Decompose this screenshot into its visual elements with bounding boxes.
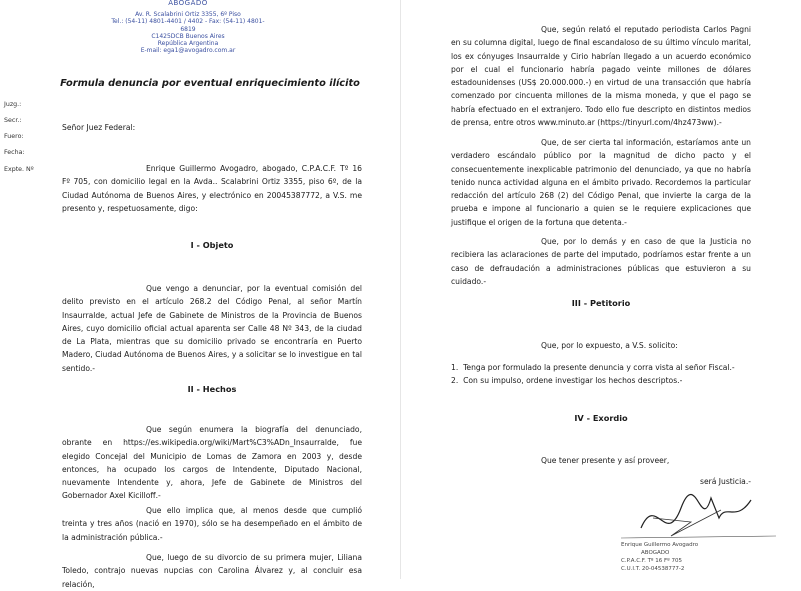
section-heading-objeto: I - Objeto bbox=[190, 240, 234, 250]
stamp-line-4: C.U.I.T. 20-04538777-2 bbox=[621, 566, 685, 572]
greeting: Señor Juez Federal: bbox=[62, 123, 136, 132]
closing-line: será Justicia.- bbox=[699, 477, 751, 486]
list-number-2: 2. bbox=[451, 376, 464, 385]
side-field-secr: Secr.: bbox=[4, 117, 22, 124]
letterhead-address: Av. R. Scalabrini Ortiz 3355, 6º Piso bbox=[135, 11, 241, 19]
petitorio-item-1 bbox=[451, 361, 751, 374]
petitorio-item-2 bbox=[451, 374, 751, 387]
hechos-paragraph-1: Que según enumera la biografía del denunciado, obrante en https://es.wikipedia.org/wiki/Mart%C3%ADn_Insaurralde, fue elegido Concejal del Municipio de Lomas de Zamora en 2003 y, desde entonces, ha ocupado los cargos de Intendente, Diputado Nacional, nuevamente Intendente y, ahora, Jefe de Gabinete de Ministros del Gobernador Axel Kicilloff.- bbox=[62, 425, 362, 501]
section-heading-exordio: IV - Exordio bbox=[574, 413, 628, 423]
side-field-juzg: Juzg.: bbox=[4, 101, 22, 108]
letterhead-name: ABOGADO bbox=[168, 0, 208, 7]
letterhead-country: República Argentina bbox=[157, 40, 219, 48]
section-heading-hechos: II - Hechos bbox=[187, 384, 237, 394]
exordio-paragraph: Que tener presente y así proveer, bbox=[541, 456, 670, 465]
right-paragraph-1: Que, según relató el reputado periodista Carlos Pagni en su columna digital, luego de final escandaloso de su último vínculo marital, los ex cónyuges Insaurralde y Cirio habrían llegado a un acuerdo económico por el cual el funcionario habría pagado veinte millones de dólares estadounidenses (US$ 20.000.000.-) en virtud de una transacción que habría comenzado por cincuenta millones de la misma moneda, y que el pago se habría efectuado en el extranjero. Todo ello fue descripto en distintos medios de prensa, entre otros www.minuto.ar (https://tinyurl.com/4hz473ww).- bbox=[451, 25, 751, 128]
list-number-1: 1. bbox=[451, 363, 464, 372]
letterhead-city: C1425DCB Buenos Aires bbox=[151, 32, 225, 40]
hechos-paragraph-3: Que, luego de su divorcio de su primera mujer, Liliana Toledo, contrajo nuevas nupcias con Carolina Álvarez y, al concluir esa relación, bbox=[62, 553, 362, 589]
stamp-line-1: Enrique Guillermo Avogadro bbox=[621, 542, 699, 548]
right-page bbox=[400, 0, 801, 579]
petitorio-item-2-text: Con su impulso, ordene investigar los hechos descriptos.- bbox=[463, 376, 683, 385]
hechos-paragraph-2: Que ello implica que, al menos desde que cumplió treinta y tres años (nació en 1970), sólo se ha desempeñado en el ámbito de la administración pública.- bbox=[62, 506, 362, 542]
side-field-fuero: Fuero: bbox=[4, 133, 24, 140]
right-paragraph-3: Que, por lo demás y en caso de que la Justicia no recibiera las aclaraciones de parte del imputado, podríamos estar frente a un caso de defraudación a administraciones públicas que estuvieron a su cuidado.- bbox=[451, 237, 751, 286]
intro-paragraph: Enrique Guillermo Avogadro, abogado, C.P.A.C.F. Tº 16 Fº 705, con domicilio legal en la Avda.. Scalabrini Ortiz 3355, piso 6º, de la Ciudad Autónoma de Buenos Aires, y electrónico en 20045387772, a V.S. me presento y, respetuosamente, digo: bbox=[62, 164, 362, 213]
document-title: Formula denuncia por eventual enriquecimiento ilícito bbox=[60, 78, 360, 89]
letterhead bbox=[108, 0, 268, 54]
stamp-line-3: C.P.A.C.F. Tº 16 Fº 705 bbox=[621, 558, 683, 564]
section-heading-petitorio: III - Petitorio bbox=[571, 298, 631, 308]
objeto-paragraph: Que vengo a denunciar, por la eventual comisión del delito previsto en el artículo 268.2 del Código Penal, al señor Martín Insaurralde, actual Jefe de Gabinete de Ministros de la Provincia de Buenos Aires, cuyo domicilio oficial actual aparenta ser Calle 48 Nº 343, de la ciudad de La Plata, mientras que su domicilio privado se encontraría en Puerto Madero, Ciudad Autónoma de Buenos Aires, y a solicitar se lo investigue en tal sentido.- bbox=[62, 284, 362, 373]
left-page bbox=[0, 0, 400, 589]
stamp-line-2: ABOGADO bbox=[641, 550, 670, 556]
side-field-fecha: Fecha: bbox=[4, 149, 25, 156]
letterhead-phones: Tel.: (54-11) 4801-4401 / 4402 - Fax: (54-11) 4801-6819 bbox=[111, 18, 265, 33]
signature-block bbox=[601, 488, 791, 579]
petitorio-intro: Que, por lo expuesto, a V.S. solicito: bbox=[541, 341, 678, 350]
right-paragraph-2: Que, de ser cierta tal información, estaríamos ante un verdadero escándalo público por la magnitud de dicho pacto y el consecuentemente inexplicable patrimonio del denunciado, ya que no habría tenido nunca actividad alguna en el ámbito privado. Recordemos la particular redacción del artículo 268 (2) del Código Penal, que invierte la carga de la prueba e impone al funcionario a quien se le requiere explicaciones que justifique el origen de la fortuna que detenta.- bbox=[451, 138, 751, 227]
letterhead-email: E-mail: ega1@avogadro.com.ar bbox=[140, 47, 236, 55]
petitorio-item-1-text: Tenga por formulado la presente denuncia y corra vista al señor Fiscal.- bbox=[463, 363, 735, 372]
side-field-expte: Expte. Nº bbox=[4, 166, 34, 173]
